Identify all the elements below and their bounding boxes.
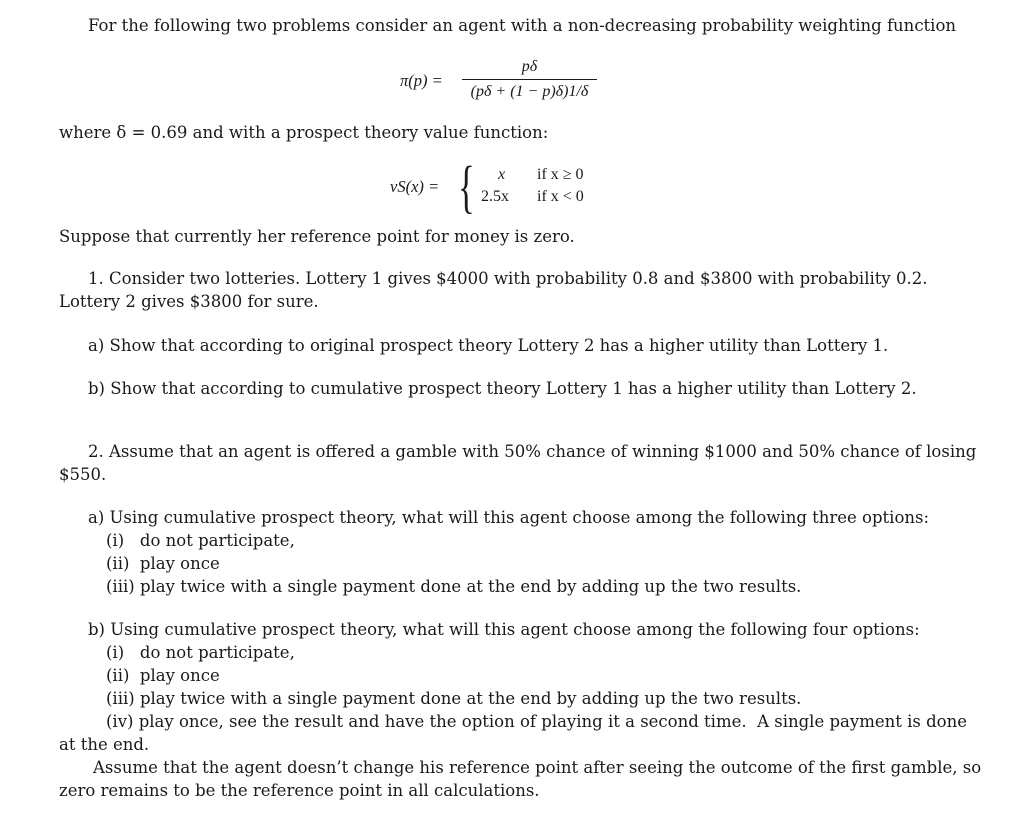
problem2-line-2: $550. (59, 465, 107, 484)
part-b-option-1: (i) do not participate, (106, 643, 295, 662)
part-a-option-1: (i) do not participate, (106, 531, 295, 550)
part-b-option-4: (iv) play once, see the result and have the option of playing it a second time. A single payment is done (106, 712, 967, 731)
problem1-line-2: Lottery 2 gives $3800 for sure. (59, 292, 319, 311)
weighting-formula-denominator: (pδ + (1 − p)δ)1/δ (470, 83, 589, 100)
weighting-formula-lhs: π(p) = (400, 71, 443, 90)
case2-condition: if x < 0 (537, 188, 584, 205)
part-b-option-4-continued: at the end. (59, 735, 150, 754)
problem1-part-a: a) Show that according to original prospect theory Lottery 2 has a higher utility than Lottery 1. (88, 336, 889, 355)
problem1-line-1: 1. Consider two lotteries. Lottery 1 gives $4000 with probability 0.8 and $3800 with probability 0.2. (88, 269, 928, 288)
intro-line-2: where δ = 0.69 and with a prospect theory value function: (59, 123, 549, 142)
case1-value: x (498, 166, 506, 183)
weighting-formula-fraction (462, 57, 597, 102)
case1-condition: if x ≥ 0 (537, 166, 584, 183)
problem2-part-a-prompt: a) Using cumulative prospect theory, what will this agent choose among the following three options: (88, 508, 930, 527)
case-brace: { (458, 154, 475, 219)
problem2-line-1: 2. Assume that an agent is offered a gamble with 50% chance of winning $1000 and 50% chance of losing (88, 442, 977, 461)
case2-value: 2.5x (481, 188, 509, 205)
problem2-part-b-prompt: b) Using cumulative prospect theory, what will this agent choose among the following four options: (88, 620, 920, 639)
problem1-part-b: b) Show that according to cumulative prospect theory Lottery 1 has a higher utility than Lottery 2. (88, 379, 917, 398)
fraction-bar (462, 79, 597, 80)
part-a-option-2: (ii) play once (106, 554, 220, 573)
note-line-1: Assume that the agent doesn’t change his reference point after seeing the outcome of the first gamble, so (93, 758, 982, 777)
intro-line-1: For the following two problems consider an agent with a non-decreasing probability weighting function (88, 16, 957, 35)
weighting-formula-numerator: pδ (521, 58, 538, 75)
intro-line-3: Suppose that currently her reference point for money is zero. (59, 227, 575, 246)
value-function-lhs: vS(x) = (390, 177, 440, 196)
part-a-option-3: (iii) play twice with a single payment done at the end by adding up the two results. (106, 577, 802, 596)
part-b-option-3: (iii) play twice with a single payment done at the end by adding up the two results. (106, 689, 802, 708)
note-line-2: zero remains to be the reference point in all calculations. (59, 781, 540, 800)
part-b-option-2: (ii) play once (106, 666, 220, 685)
